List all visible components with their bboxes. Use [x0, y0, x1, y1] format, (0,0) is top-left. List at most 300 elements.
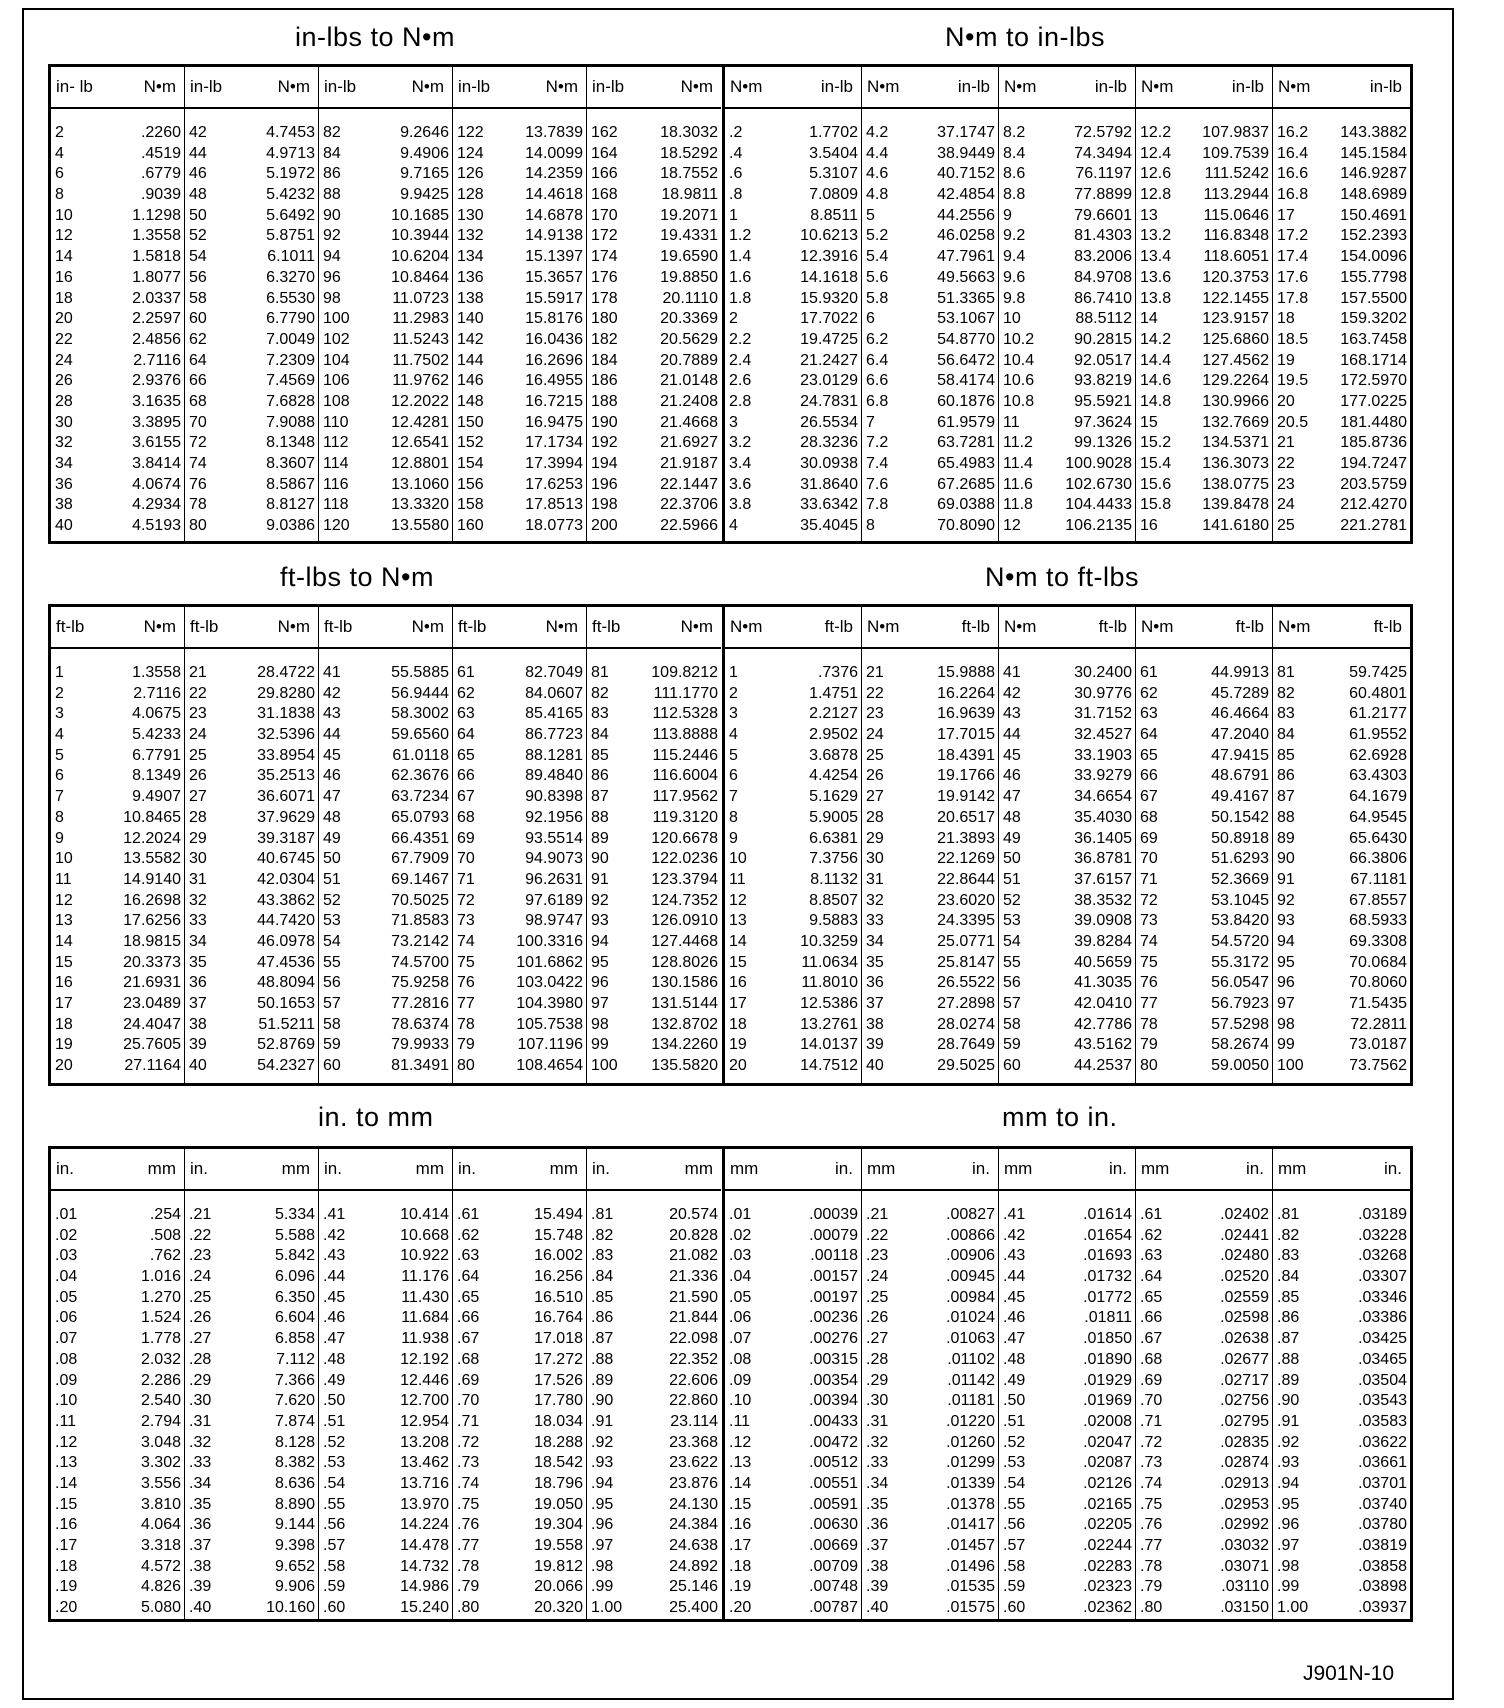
- key-list: [1273, 663, 1304, 1077]
- table-cell-key: 170: [591, 206, 618, 224]
- table-cell-value: 78.6374: [391, 1015, 449, 1033]
- table-cell-key: .38: [189, 1557, 212, 1575]
- table-cell-key: 1: [729, 206, 738, 224]
- table-cell-key: 21: [1277, 434, 1295, 452]
- table-cell-value: 17.780: [534, 1392, 583, 1410]
- table-cell-key: 2.2: [729, 330, 752, 348]
- column-body: [1136, 1191, 1272, 1619]
- table-column: [1273, 1149, 1410, 1619]
- table-cell-value: 128.8026: [651, 953, 718, 971]
- table-cell-value: 9.5883: [809, 912, 858, 930]
- column-header: [725, 1149, 861, 1191]
- table-cell-value: 19.9142: [937, 788, 995, 806]
- table-cell-value: .02677: [1220, 1350, 1269, 1368]
- table-cell-value: 120.3753: [1202, 268, 1269, 286]
- column-header-value: N•m: [680, 617, 713, 636]
- torque-table-in-lbs: [48, 64, 1413, 544]
- table-cell-key: 16.8: [1277, 186, 1309, 204]
- table-cell-key: .98: [591, 1557, 614, 1575]
- table-cell-key: 30: [189, 850, 207, 868]
- table-cell-value: 2.2597: [132, 310, 181, 328]
- table-cell-value: .02126: [1083, 1474, 1132, 1492]
- table-cell-key: 19: [55, 1036, 73, 1054]
- table-cell-value: 85.4165: [525, 705, 583, 723]
- table-cell-key: 46: [323, 767, 341, 785]
- table-cell-key: .96: [1277, 1516, 1300, 1534]
- table-cell-value: 7.9088: [266, 413, 315, 431]
- table-cell-value: 43.5162: [1074, 1036, 1132, 1054]
- key-list: [587, 123, 618, 537]
- table-cell-value: .00827: [946, 1206, 995, 1223]
- table-cell-key: .93: [591, 1454, 614, 1472]
- table-cell-key: 3.4: [729, 455, 752, 472]
- column-header: [185, 67, 318, 109]
- table-cell-key: 24: [189, 726, 207, 744]
- table-cell-value: 4.4254: [809, 767, 858, 785]
- table-cell-value: 63.4303: [1349, 767, 1407, 785]
- table-cell-value: 7.874: [274, 1412, 315, 1430]
- table-cell-key: .68: [457, 1350, 480, 1368]
- table-cell-key: 40: [189, 1057, 207, 1075]
- table-cell-key: 42: [189, 124, 207, 141]
- table-cell-key: 2.8: [729, 392, 752, 410]
- table-cell-key: 4.2: [866, 124, 889, 141]
- value-list: [884, 663, 998, 1077]
- table-cell-key: 142: [457, 330, 484, 348]
- table-cell-value: 1.1298: [132, 206, 181, 224]
- table-cell-key: .39: [189, 1578, 212, 1596]
- table-cell-value: 20.828: [669, 1226, 718, 1244]
- table-cell-key: .79: [457, 1578, 480, 1596]
- table-cell-value: 28.3236: [800, 434, 858, 452]
- key-list: [1273, 123, 1308, 537]
- table-cell-key: 174: [591, 248, 618, 266]
- table-cell-value: 79.6601: [1074, 206, 1132, 224]
- column-header-value: in-lb: [1231, 77, 1264, 96]
- table-cell-key: .94: [1277, 1474, 1300, 1492]
- table-cell-key: .94: [591, 1474, 614, 1492]
- table-cell-value: 21.844: [669, 1309, 718, 1327]
- table-cell-value: 70.0684: [1349, 953, 1407, 971]
- table-cell-value: 100.9028: [1065, 455, 1132, 472]
- table-cell-value: 11.0634: [801, 953, 858, 971]
- table-cell-value: 33.1903: [1074, 746, 1132, 764]
- table-cell-value: 9.2646: [400, 124, 449, 141]
- table-cell-value: .03228: [1358, 1226, 1407, 1244]
- table-cell-value: 43.3862: [257, 891, 315, 909]
- table-cell-key: 140: [457, 310, 484, 328]
- table-cell-value: .00512: [809, 1454, 858, 1472]
- table-cell-key: 194: [591, 455, 618, 472]
- table-cell-value: .02953: [1220, 1495, 1269, 1513]
- table-column: [51, 607, 185, 1083]
- table-cell-value: 57.5298: [1211, 1015, 1269, 1033]
- table-cell-key: 89: [1277, 829, 1295, 847]
- table-cell-key: .91: [1277, 1412, 1300, 1430]
- table-cell-key: 10: [1003, 310, 1021, 328]
- table-cell-value: 32.4527: [1074, 726, 1132, 744]
- table-cell-key: 2.6: [729, 372, 752, 390]
- table-cell-key: 84: [1277, 726, 1295, 744]
- table-cell-value: 10.6204: [391, 248, 449, 266]
- table-cell-key: 6: [55, 165, 64, 183]
- table-cell-key: .79: [1140, 1578, 1163, 1596]
- table-column: [862, 607, 999, 1083]
- table-cell-key: .75: [457, 1495, 480, 1513]
- table-cell-value: 35.4045: [800, 517, 858, 535]
- table-cell-key: 17: [55, 995, 73, 1012]
- table-cell-value: 10.6213: [800, 227, 858, 245]
- table-cell-value: 21.6927: [660, 434, 718, 452]
- table-cell-key: .95: [1277, 1495, 1300, 1513]
- table-cell-key: 198: [591, 496, 618, 514]
- column-header-value: N•m: [277, 77, 310, 96]
- table-cell-value: 15.494: [534, 1206, 583, 1223]
- column-body: [862, 649, 998, 1077]
- table-cell-key: .52: [323, 1433, 346, 1451]
- table-cell-value: 5.3107: [809, 165, 858, 183]
- column-header-key: in-lb: [458, 77, 491, 96]
- key-list: [999, 663, 1021, 1077]
- table-cell-key: .01: [729, 1206, 752, 1223]
- table-cell-value: 13.1060: [391, 475, 449, 493]
- table-cell-value: .00472: [809, 1433, 858, 1451]
- table-cell-key: 41: [323, 664, 341, 681]
- table-cell-value: .02480: [1220, 1247, 1269, 1265]
- table-cell-key: 188: [591, 392, 618, 410]
- table-cell-value: 36.8781: [1074, 850, 1132, 868]
- table-cell-key: .05: [55, 1288, 78, 1306]
- table-cell-key: 92: [323, 227, 341, 245]
- table-cell-key: 15.2: [1140, 434, 1172, 452]
- table-cell-value: 63.7281: [937, 434, 995, 452]
- table-cell-value: 42.7786: [1074, 1015, 1132, 1033]
- table-cell-key: .82: [1277, 1226, 1300, 1244]
- table-column: [1136, 67, 1273, 541]
- table-cell-key: 186: [591, 372, 618, 390]
- table-cell-key: 34: [189, 932, 207, 950]
- table-cell-value: 47.4536: [257, 953, 315, 971]
- table-cell-key: .92: [1277, 1433, 1300, 1451]
- table-cell-value: 212.4270: [1340, 496, 1407, 514]
- table-cell-key: 150: [457, 413, 484, 431]
- table-cell-value: 16.510: [534, 1288, 583, 1306]
- table-cell-key: 73: [1140, 912, 1158, 930]
- table-cell-key: 70: [189, 413, 207, 431]
- key-list: [51, 1205, 77, 1619]
- table-cell-value: 19.558: [534, 1537, 583, 1554]
- table-cell-key: 17.2: [1277, 227, 1309, 245]
- column-body: [185, 1191, 318, 1619]
- table-cell-value: 8.3607: [266, 455, 315, 472]
- table-cell-key: .69: [1140, 1371, 1163, 1389]
- table-cell-value: 31.8640: [800, 475, 858, 493]
- table-cell-key: 3: [729, 705, 738, 723]
- column-header-key: N•m: [1004, 77, 1037, 96]
- table-cell-value: 8.8511: [810, 206, 858, 224]
- table-cell-key: 54: [323, 932, 341, 950]
- table-cell-value: 19.2071: [660, 206, 718, 224]
- table-cell-value: .00394: [809, 1392, 858, 1410]
- table-cell-value: 19.812: [534, 1557, 583, 1575]
- column-header-key: in.: [592, 1159, 610, 1178]
- table-cell-value: 51.3365: [937, 289, 995, 307]
- table-cell-key: 114: [323, 455, 349, 472]
- table-cell-value: 116.6004: [652, 767, 718, 785]
- table-cell-value: 37.9629: [257, 808, 315, 826]
- table-cell-value: 8.1349: [132, 767, 181, 785]
- table-cell-key: 12.2: [1140, 124, 1172, 141]
- table-cell-key: 8.4: [1003, 144, 1026, 162]
- table-cell-value: 11.176: [401, 1268, 449, 1286]
- table-cell-value: 18.7552: [660, 165, 718, 183]
- table-cell-key: 146: [457, 372, 484, 390]
- table-cell-key: 64: [1140, 726, 1158, 744]
- table-cell-key: 93: [1277, 912, 1295, 930]
- value-list: [751, 123, 861, 537]
- table-cell-value: 145.1584: [1340, 144, 1407, 162]
- column-header-key: in-lb: [324, 77, 357, 96]
- table-cell-value: 152.2393: [1340, 227, 1407, 245]
- table-cell-key: .40: [866, 1599, 889, 1617]
- table-cell-key: 15: [729, 953, 747, 971]
- table-cell-key: .84: [591, 1268, 614, 1286]
- table-cell-value: .01220: [946, 1412, 995, 1430]
- column-header: [51, 607, 184, 649]
- table-cell-key: 13: [1140, 206, 1158, 224]
- table-cell-value: 37.1747: [937, 124, 995, 141]
- table-cell-value: .01260: [946, 1433, 995, 1451]
- table-cell-value: .02283: [1083, 1557, 1132, 1575]
- table-cell-value: 18.3032: [660, 124, 718, 141]
- table-cell-value: 41.3035: [1074, 974, 1132, 992]
- table-cell-value: 23.876: [669, 1474, 718, 1492]
- table-cell-value: 33.6342: [800, 496, 858, 514]
- table-half-right: [725, 607, 1410, 1083]
- table-cell-key: 15.6: [1140, 475, 1172, 493]
- table-cell-key: .34: [189, 1474, 212, 1492]
- table-cell-value: 88.5112: [1075, 310, 1132, 328]
- table-cell-value: 35.2513: [257, 767, 315, 785]
- table-cell-value: 42.0410: [1074, 995, 1132, 1012]
- table-cell-key: .85: [1277, 1288, 1300, 1306]
- table-cell-value: .01142: [947, 1371, 995, 1389]
- table-cell-key: .65: [457, 1288, 480, 1306]
- table-cell-value: 4.5193: [132, 517, 181, 535]
- table-cell-value: 14.986: [400, 1578, 449, 1596]
- table-cell-value: .01850: [1083, 1330, 1132, 1348]
- table-cell-value: 70.8060: [1349, 974, 1407, 992]
- table-cell-value: 9.144: [274, 1516, 315, 1534]
- table-cell-key: 28: [866, 808, 884, 826]
- table-cell-value: 20.5629: [660, 330, 718, 348]
- table-cell-key: 75: [457, 953, 475, 971]
- table-cell-value: 36.1405: [1074, 829, 1132, 847]
- table-cell-value: .2260: [140, 124, 181, 141]
- table-cell-key: 38: [866, 1015, 884, 1033]
- key-list: [185, 663, 207, 1077]
- table-cell-value: 132.7669: [1202, 413, 1269, 431]
- table-cell-value: 7.4569: [266, 372, 315, 390]
- table-cell-value: 1.4751: [809, 684, 858, 702]
- table-cell-key: 16.2: [1277, 124, 1309, 141]
- table-cell-value: 105.7538: [516, 1015, 583, 1033]
- table-cell-value: 8.1132: [810, 870, 858, 888]
- table-cell-key: 70: [1140, 850, 1158, 868]
- value-list: [77, 1205, 184, 1619]
- table-cell-value: 12.700: [400, 1392, 449, 1410]
- column-header: [725, 67, 861, 109]
- table-cell-key: 39: [866, 1036, 884, 1054]
- table-cell-key: .90: [1277, 1392, 1300, 1410]
- table-cell-key: .46: [323, 1309, 346, 1327]
- table-cell-key: .35: [866, 1495, 889, 1513]
- table-cell-key: 10: [55, 850, 73, 868]
- table-half-left: [51, 1149, 725, 1619]
- table-cell-key: 16.6: [1277, 165, 1309, 183]
- table-cell-value: 13.5580: [391, 517, 449, 535]
- table-cell-key: 60: [323, 1057, 341, 1075]
- table-cell-value: 59.6560: [391, 726, 449, 744]
- table-cell-value: .00591: [809, 1495, 858, 1513]
- table-cell-value: 9.652: [274, 1557, 315, 1575]
- column-header-value: in-lb: [1094, 77, 1127, 96]
- table-cell-key: 86: [1277, 767, 1295, 785]
- table-cell-value: 17.018: [534, 1330, 583, 1348]
- table-cell-key: 72: [1140, 891, 1158, 909]
- table-cell-key: 72: [189, 434, 207, 452]
- table-cell-value: 61.2177: [1349, 705, 1407, 723]
- table-cell-key: 5.2: [866, 227, 889, 245]
- table-cell-key: 29: [866, 829, 884, 847]
- table-cell-value: 59.0050: [1211, 1057, 1269, 1075]
- table-cell-value: 49.5663: [937, 268, 995, 286]
- table-cell-key: .21: [866, 1206, 889, 1223]
- table-cell-value: 26.5534: [800, 413, 858, 431]
- table-cell-key: 48: [1003, 808, 1021, 826]
- table-cell-key: .47: [323, 1330, 346, 1348]
- table-cell-key: .70: [1140, 1392, 1163, 1410]
- column-body: [185, 649, 318, 1077]
- column-header-value: ft-lb: [1235, 617, 1264, 636]
- table-cell-value: 38.9449: [937, 144, 995, 162]
- table-cell-value: 67.1181: [1350, 870, 1407, 888]
- column-body: [453, 109, 586, 537]
- table-cell-key: .37: [189, 1537, 212, 1554]
- table-cell-value: 130.9966: [1202, 392, 1269, 410]
- table-cell-value: 6.7791: [132, 746, 181, 764]
- table-cell-key: 28: [55, 392, 73, 410]
- table-cell-value: 106.2135: [1065, 517, 1132, 535]
- table-cell-key: .83: [591, 1247, 614, 1265]
- key-list: [587, 663, 618, 1077]
- table-cell-key: 13.8: [1140, 289, 1172, 307]
- column-body: [1136, 109, 1272, 537]
- table-cell-key: 100: [591, 1057, 618, 1075]
- table-cell-key: 49: [323, 829, 341, 847]
- table-cell-key: .62: [457, 1226, 480, 1244]
- table-column: [587, 1149, 721, 1619]
- table-cell-key: 88: [323, 186, 341, 204]
- column-body: [999, 1191, 1135, 1619]
- table-cell-value: 3.302: [140, 1454, 181, 1472]
- table-cell-value: 19.1766: [937, 767, 995, 785]
- table-cell-key: .74: [457, 1474, 480, 1492]
- column-header-key: in- lb: [56, 77, 93, 96]
- table-cell-key: 74: [189, 455, 207, 472]
- column-header-key: ft-lb: [190, 617, 219, 636]
- column-header-value: N•m: [143, 77, 176, 96]
- table-cell-key: 16: [1140, 517, 1158, 535]
- table-cell-key: .35: [189, 1495, 212, 1513]
- table-cell-value: 48.8094: [257, 974, 315, 992]
- column-body: [319, 109, 452, 537]
- table-cell-key: 47: [323, 788, 341, 806]
- value-list: [479, 1205, 586, 1619]
- table-cell-key: 14.2: [1140, 330, 1172, 348]
- table-cell-value: 96.2631: [525, 870, 583, 888]
- table-cell-key: .71: [457, 1412, 480, 1430]
- table-column: [51, 1149, 185, 1619]
- table-cell-key: .10: [55, 1392, 78, 1410]
- table-cell-value: 30.2400: [1074, 664, 1132, 681]
- table-cell-key: 184: [591, 351, 618, 369]
- table-cell-value: 18.034: [534, 1412, 583, 1430]
- column-header: [862, 67, 998, 109]
- table-cell-key: 22: [189, 684, 207, 702]
- table-cell-value: 23.6020: [937, 891, 995, 909]
- table-cell-value: .02520: [1220, 1268, 1269, 1286]
- table-cell-value: 4.064: [140, 1516, 181, 1534]
- table-cell-value: .01693: [1083, 1247, 1132, 1265]
- key-list: [862, 1205, 888, 1619]
- table-cell-key: 7.8: [866, 496, 889, 514]
- table-cell-value: 11.9762: [392, 372, 449, 390]
- table-cell-key: 20: [729, 1057, 747, 1075]
- table-cell-key: 50: [189, 206, 207, 224]
- table-cell-value: 103.0422: [516, 974, 583, 992]
- column-body: [725, 649, 861, 1077]
- table-cell-key: 122: [457, 124, 484, 141]
- table-cell-key: .62: [1140, 1226, 1163, 1244]
- table-cell-key: .31: [866, 1412, 889, 1430]
- table-cell-value: 44.7420: [257, 912, 315, 930]
- table-cell-key: 32: [189, 891, 207, 909]
- table-cell-key: 9.2: [1003, 227, 1026, 245]
- table-cell-value: .00157: [809, 1268, 858, 1286]
- column-header-key: N•m: [730, 77, 763, 96]
- column-header: [862, 1149, 998, 1191]
- table-cell-key: 7: [729, 788, 738, 806]
- length-table-in-mm: [48, 1146, 1413, 1622]
- table-cell-value: .03425: [1358, 1330, 1407, 1348]
- table-cell-key: .22: [189, 1226, 212, 1244]
- table-cell-key: .92: [591, 1433, 614, 1451]
- table-cell-key: .60: [1003, 1599, 1026, 1617]
- table-cell-key: 4.8: [866, 186, 889, 204]
- table-cell-key: 61: [457, 664, 475, 681]
- table-cell-value: 50.1653: [257, 995, 315, 1012]
- table-cell-value: 86.7410: [1074, 289, 1132, 307]
- table-cell-value: 12.446: [400, 1371, 449, 1389]
- table-cell-value: 45.7289: [1211, 684, 1269, 702]
- table-cell-value: 25.146: [669, 1578, 718, 1596]
- table-cell-key: 89: [591, 829, 609, 847]
- table-cell-value: 129.2264: [1202, 372, 1269, 390]
- table-cell-key: 6.2: [866, 330, 889, 348]
- table-cell-value: 13.2761: [800, 1015, 858, 1033]
- table-cell-value: 50.1542: [1211, 808, 1269, 826]
